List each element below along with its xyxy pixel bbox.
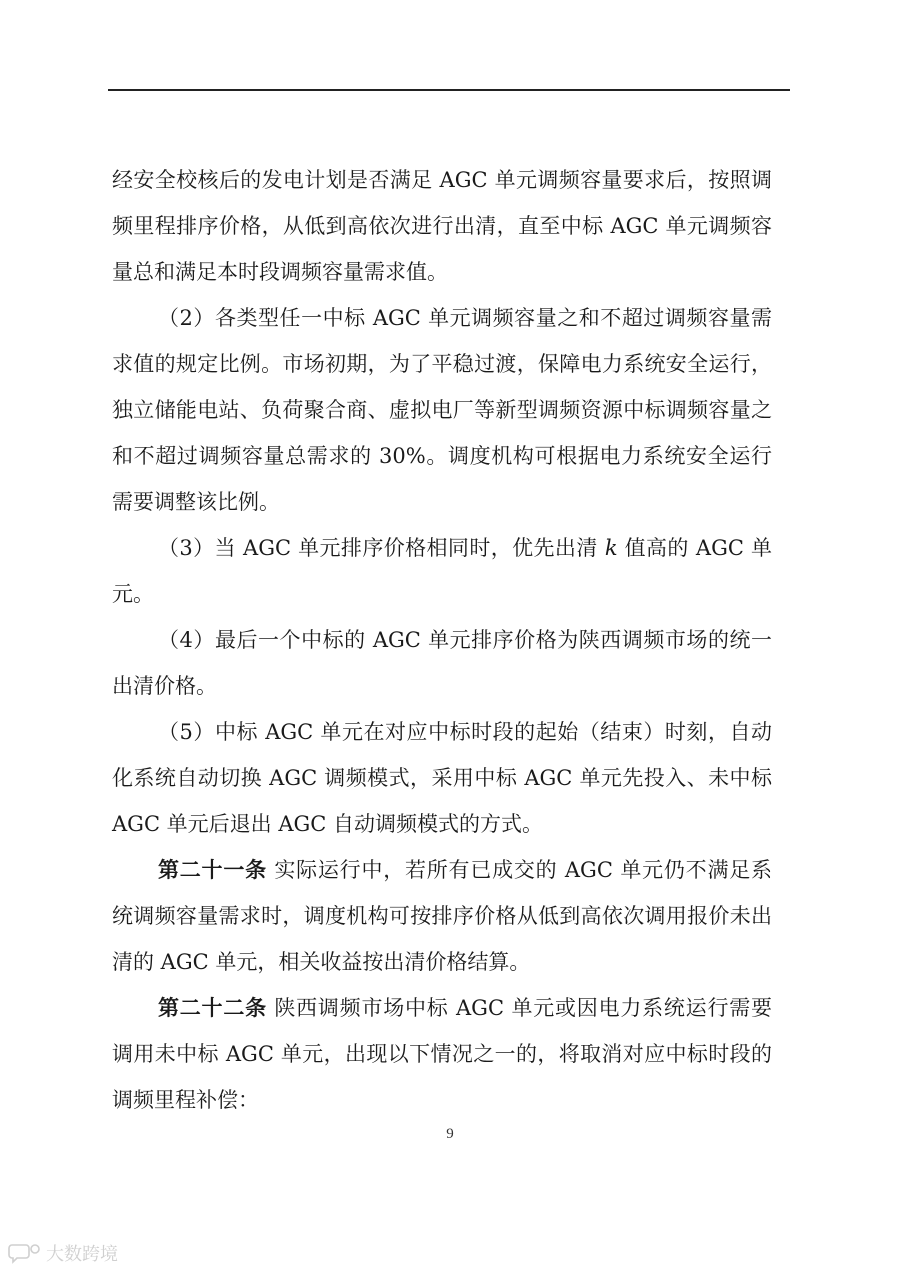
watermark-text: 大数跨境 — [46, 1244, 118, 1265]
article-22-text: 陕西调频市场中标 AGC 单元或因电力系统运行需要调用未中标 AGC 单元，出现以下情况之一的，将取消对应中标时段的调频里程补偿： — [112, 996, 772, 1112]
paragraph-item-3-text-a: （3）当 AGC 单元排序价格相同时，优先出清 — [158, 536, 605, 560]
paragraph-item-3 — [112, 525, 772, 617]
article-21-heading: 第二十一条 — [158, 857, 267, 882]
paragraph-continuation: 经安全校核后的发电计划是否满足 AGC 单元调频容量要求后，按照调频里程排序价格，从低到高依次进行出清，直至中标 AGC 单元调频容量总和满足本时段调频容量需求值。 — [112, 168, 772, 284]
k-variable: k — [604, 536, 618, 560]
header-rule — [108, 89, 790, 91]
chat-bubble-logo-icon — [8, 1242, 42, 1264]
watermark — [8, 1240, 118, 1266]
paragraph-item-4: （4）最后一个中标的 AGC 单元排序价格为陕西调频市场的统一出清价格。 — [112, 628, 772, 698]
article-22-heading: 第二十二条 — [158, 995, 267, 1020]
article-21 — [112, 847, 772, 985]
page-number: 9 — [446, 1126, 454, 1142]
article-21-text: 实际运行中，若所有已成交的 AGC 单元仍不满足系统调频容量需求时，调度机构可按排序价格从低到高依次调用报价未出清的 AGC 单元，相关收益按出清价格结算。 — [112, 858, 772, 974]
paragraph-item-2: （2）各类型任一中标 AGC 单元调频容量之和不超过调频容量需求值的规定比例。市场初期，为了平稳过渡，保障电力系统安全运行，独立储能电站、负荷聚合商、虚拟电厂等新型调频资源中标调频容量之和不超过调频容量总需求的 30%。调度机构可根据电力系统安全运行需要调整该比例。 — [112, 306, 772, 514]
paragraph-item-5: （5）中标 AGC 单元在对应中标时段的起始（结束）时刻，自动化系统自动切换 AGC 调频模式，采用中标 AGC 单元先投入、未中标 AGC 单元后退出 AGC 自动调频模式的方式。 — [112, 720, 772, 836]
paragraph-item-3-text-b: 值高的 AGC 单元。 — [112, 536, 772, 606]
article-22 — [112, 985, 772, 1123]
